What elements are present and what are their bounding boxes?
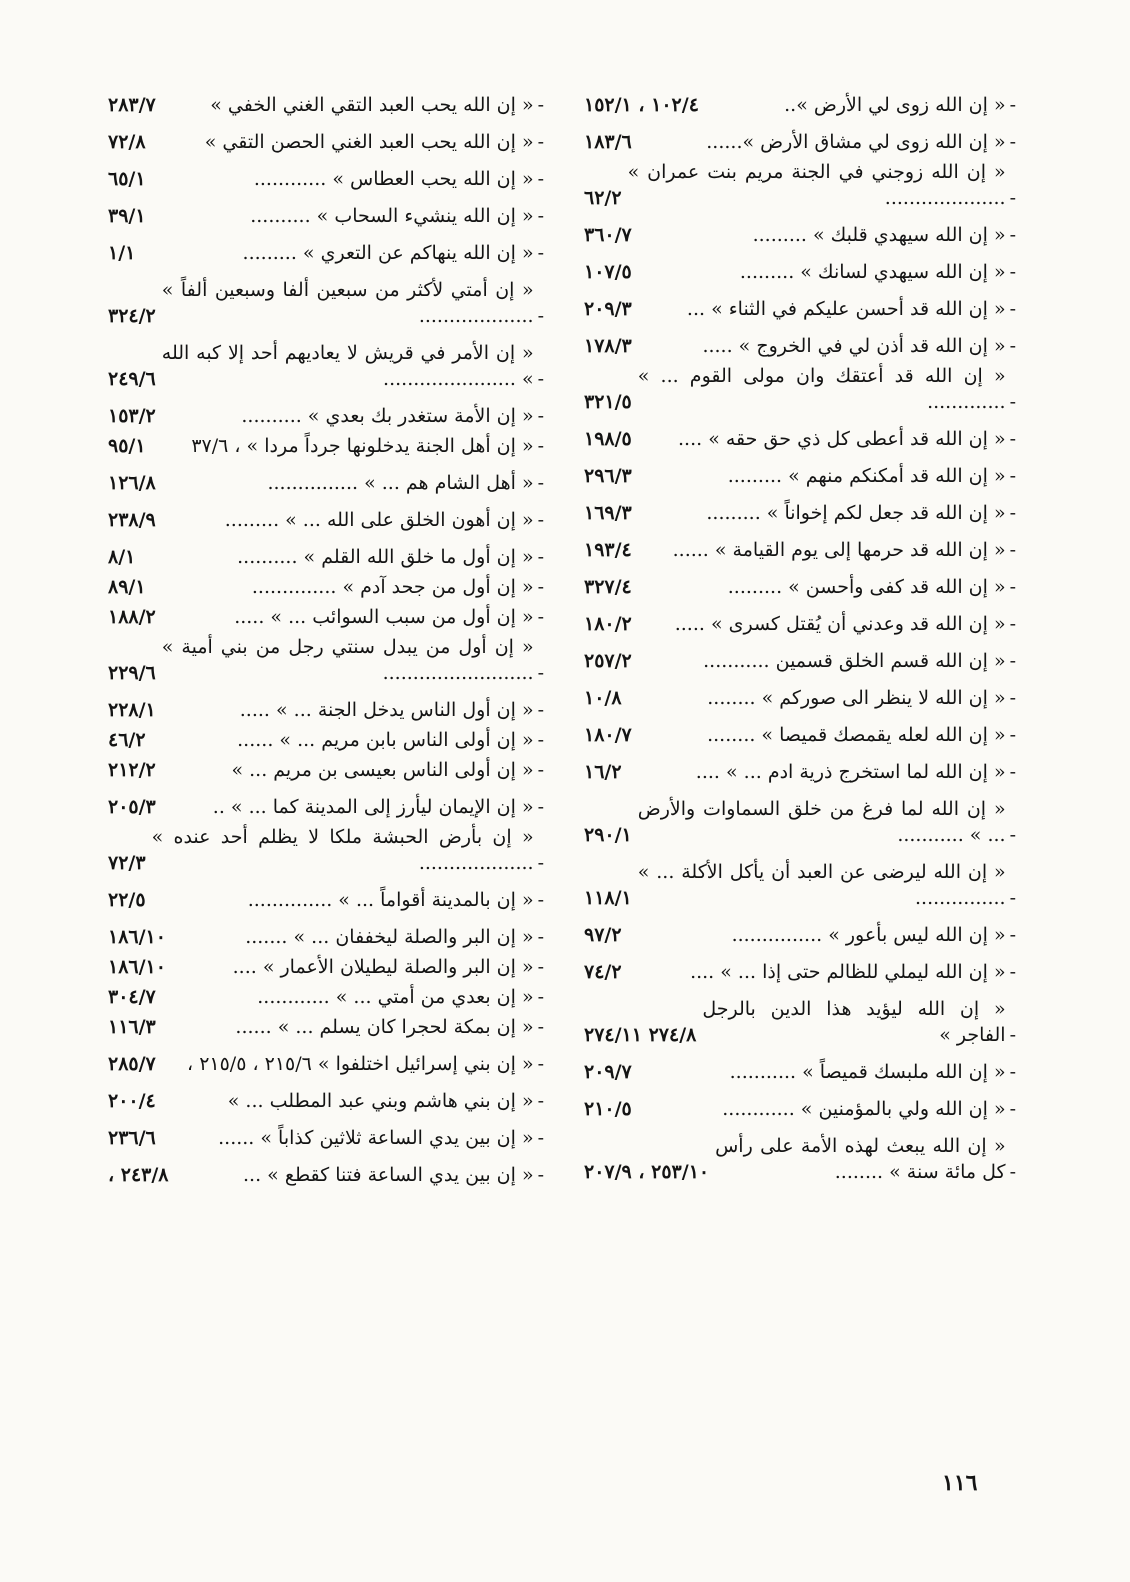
entry-dash: - bbox=[1009, 502, 1016, 524]
hadith-text: « إن الله قد جعل لكم إخواناً » ......... bbox=[706, 502, 1006, 524]
hadith-text: « إن البر والصلة ليخففان ... » ....... bbox=[245, 926, 534, 948]
index-entry bbox=[108, 507, 544, 533]
hadith-text: « إن أولى الناس بابن مريم ... » ...... bbox=[237, 729, 534, 751]
hadith-text: « إن الله ليس بأعور » ............... bbox=[731, 924, 1006, 946]
volume-page-reference: ٢٤٣/٨ ، bbox=[108, 1164, 169, 1186]
volume-page-reference: ٣٢٤/٢ bbox=[108, 305, 156, 327]
index-entry bbox=[584, 959, 1016, 985]
volume-page-reference: ١٦٩/٣ bbox=[584, 502, 632, 524]
index-entry bbox=[108, 727, 544, 753]
index-entry bbox=[584, 296, 1016, 322]
hadith-text: « إن أهون الخلق على الله ... » ......... bbox=[224, 509, 534, 531]
volume-page-reference: ٧٤/٢ bbox=[584, 961, 622, 983]
index-entry bbox=[108, 277, 544, 329]
hadith-text: « إن الله سيهدي لسانك » ......... bbox=[739, 261, 1006, 283]
index-entry bbox=[108, 340, 544, 392]
entry-dash: - bbox=[1009, 576, 1016, 598]
hadith-text: « إن الله قد أذن لي في الخروج » ..... bbox=[702, 335, 1006, 357]
entry-dash: - bbox=[537, 956, 544, 978]
hadith-text: « أهل الشام هم ... » ............... bbox=[267, 472, 534, 494]
index-entry bbox=[108, 129, 544, 155]
index-entry bbox=[584, 333, 1016, 359]
volume-page-reference: ٦٢/٢ bbox=[584, 187, 622, 209]
hadith-text: « إن أولى الناس بعيسى بن مريم ... » bbox=[231, 759, 534, 781]
entry-dash: - bbox=[537, 242, 544, 264]
volume-page-reference: ٣٩/١ bbox=[108, 205, 146, 227]
volume-page-reference: ٣٢٧/٤ bbox=[584, 576, 632, 598]
entry-dash: - bbox=[1009, 1061, 1016, 1083]
hadith-text: « إن الله زوى لي الأرض ».. bbox=[784, 94, 1006, 116]
index-entry bbox=[584, 222, 1016, 248]
volume-page-reference: ٩٥/١ bbox=[108, 435, 146, 457]
hadith-text: « إن بني إسرائيل اختلفوا » ٢١٥/٦ ، ٢١٥/٥ ، bbox=[187, 1053, 534, 1075]
index-entry bbox=[108, 954, 544, 980]
volume-page-reference: ٢١٢/٢ bbox=[108, 759, 156, 781]
index-entry bbox=[584, 996, 1016, 1048]
volume-page-reference: ٢٤٩/٦ bbox=[108, 368, 156, 390]
hadith-text: « إن أول ما خلق الله القلم » .......... bbox=[237, 546, 534, 568]
entry-dash: - bbox=[1009, 1161, 1016, 1183]
entry-dash: - bbox=[1009, 761, 1016, 783]
index-entry bbox=[584, 859, 1016, 911]
entry-dash: - bbox=[537, 168, 544, 190]
index-entry bbox=[108, 1014, 544, 1040]
hadith-text: « إن بالمدينة أقواماً ... » .............. bbox=[247, 889, 534, 911]
index-entry bbox=[108, 574, 544, 600]
entry-dash: - bbox=[537, 131, 544, 153]
entry-dash: - bbox=[537, 576, 544, 598]
index-entry bbox=[584, 722, 1016, 748]
entry-dash: - bbox=[537, 368, 544, 390]
index-entry bbox=[584, 426, 1016, 452]
index-entry bbox=[108, 544, 544, 570]
volume-page-reference: ٧٢/٣ bbox=[108, 852, 146, 874]
index-entry bbox=[584, 129, 1016, 155]
volume-page-reference: ٢٥٧/٢ bbox=[584, 650, 632, 672]
index-entry bbox=[108, 433, 544, 459]
hadith-text: « إن الله قد أعطى كل ذي حق حقه » .... bbox=[678, 428, 1006, 450]
volume-page-reference: ١٠٢/٤ ، ١٥٢/١ bbox=[584, 94, 699, 116]
entry-dash: - bbox=[1009, 298, 1016, 320]
index-entry bbox=[108, 887, 544, 913]
volume-page-reference: ١٩٨/٥ bbox=[584, 428, 632, 450]
entry-dash: - bbox=[537, 852, 544, 874]
volume-page-reference: ١٧٨/٣ bbox=[584, 335, 632, 357]
index-entry bbox=[584, 463, 1016, 489]
entry-dash: - bbox=[1009, 131, 1016, 153]
index-entry bbox=[584, 92, 1016, 118]
hadith-text: « إن الله ليملي للظالم حتى إذا ... » .... bbox=[690, 961, 1006, 983]
hadith-text: « إن الله قد أمكنكم منهم » ......... bbox=[727, 465, 1006, 487]
index-entry bbox=[584, 759, 1016, 785]
entry-dash: - bbox=[537, 546, 544, 568]
entry-dash: - bbox=[537, 889, 544, 911]
index-entry bbox=[108, 470, 544, 496]
entry-dash: - bbox=[537, 1164, 544, 1186]
hadith-text: « إن بين يدي الساعة فتنا كقطع » ... bbox=[243, 1164, 534, 1186]
entry-dash: - bbox=[537, 606, 544, 628]
hadith-text: « إن الإيمان ليأرز إلى المدينة كما ... » .. bbox=[212, 796, 534, 818]
entry-dash: - bbox=[1009, 261, 1016, 283]
index-entry bbox=[584, 1059, 1016, 1085]
hadith-text: « إن أهل الجنة يدخلونها جرداً مردا » ، ٣٧/٦ bbox=[191, 435, 534, 457]
entry-dash: - bbox=[537, 435, 544, 457]
volume-page-reference: ١٩٣/٤ bbox=[584, 539, 632, 561]
hadith-text: « إن بين يدي الساعة ثلاثين كذاباً » ...... bbox=[218, 1127, 534, 1149]
volume-page-reference: ٣٦٠/٧ bbox=[584, 224, 632, 246]
index-entry bbox=[584, 574, 1016, 600]
volume-page-reference: ١٠/٨ bbox=[584, 687, 622, 709]
index-entry bbox=[584, 796, 1016, 848]
volume-page-reference: ١٢٦/٨ bbox=[108, 472, 156, 494]
hadith-text: « إن الله يحب العبد الغني الحصن التقي » bbox=[204, 131, 534, 153]
index-entry bbox=[108, 757, 544, 783]
hadith-text: « إن الله لما استخرج ذرية ادم ... » .... bbox=[695, 761, 1006, 783]
index-entry bbox=[108, 403, 544, 429]
volume-page-reference: ٢٠٩/٣ bbox=[584, 298, 632, 320]
entry-dash: - bbox=[537, 1053, 544, 1075]
index-entry bbox=[108, 1162, 544, 1188]
volume-page-reference: ١٨٦/١٠ bbox=[108, 926, 166, 948]
volume-page-reference: ٢٥٣/١٠ ، ٢٠٧/٩ bbox=[584, 1161, 710, 1183]
entry-dash: - bbox=[1009, 961, 1016, 983]
index-entry bbox=[584, 611, 1016, 637]
entry-dash: - bbox=[1009, 428, 1016, 450]
entry-dash: - bbox=[537, 926, 544, 948]
hadith-text: « إن الله ينشيء السحاب » .......... bbox=[250, 205, 534, 227]
volume-page-reference: ٧٢/٨ bbox=[108, 131, 146, 153]
entry-dash: - bbox=[1009, 1098, 1016, 1120]
index-entry bbox=[108, 1125, 544, 1151]
index-entry bbox=[108, 824, 544, 876]
entry-dash: - bbox=[537, 759, 544, 781]
volume-page-reference: ٢١٠/٥ bbox=[584, 1098, 632, 1120]
hadith-text: « إن الله زوى لي مشاق الأرض »...... bbox=[706, 131, 1006, 153]
hadith-text: « إن البر والصلة ليطيلان الأعمار » .... bbox=[232, 956, 534, 978]
hadith-text: « إن بعدي من أمتي ... » ............ bbox=[257, 986, 534, 1008]
entry-dash: - bbox=[1009, 224, 1016, 246]
volume-page-reference: ١٦/٢ bbox=[584, 761, 622, 783]
index-entry bbox=[108, 634, 544, 686]
entry-dash: - bbox=[1009, 650, 1016, 672]
volume-page-reference: ١٥٣/٢ bbox=[108, 405, 156, 427]
entry-dash: - bbox=[1009, 613, 1016, 635]
index-entry bbox=[108, 794, 544, 820]
index-entry bbox=[108, 240, 544, 266]
volume-page-reference: ٢٨٣/٧ bbox=[108, 94, 156, 116]
index-entry bbox=[108, 984, 544, 1010]
entry-dash: - bbox=[537, 472, 544, 494]
index-entry bbox=[108, 924, 544, 950]
volume-page-reference: ١٨٠/٧ bbox=[584, 724, 632, 746]
volume-page-reference: ١٨٦/١٠ bbox=[108, 956, 166, 978]
entry-dash: - bbox=[537, 1127, 544, 1149]
entry-dash: - bbox=[537, 662, 544, 684]
index-entry bbox=[108, 604, 544, 630]
hadith-text: « إن بني هاشم وبني عبد المطلب ... » bbox=[227, 1090, 534, 1112]
hadith-text: « إن الأمر في قريش لا يعاديهم أحد إلا كبه الله » ...................... bbox=[161, 342, 534, 390]
volume-page-reference: ١١٦/٣ bbox=[108, 1016, 156, 1038]
volume-page-reference: ٨/١ bbox=[108, 546, 136, 568]
index-entry bbox=[108, 92, 544, 118]
index-entry bbox=[584, 648, 1016, 674]
hadith-text: « إن الله لا ينظر الى صوركم » ........ bbox=[707, 687, 1006, 709]
entry-dash: - bbox=[1009, 924, 1016, 946]
hadith-text: « إن الله قسم الخلق قسمين ........... bbox=[703, 650, 1006, 672]
entry-dash: - bbox=[1009, 687, 1016, 709]
volume-page-reference: ٢٠٠/٤ bbox=[108, 1090, 156, 1112]
hadith-text: « إن أول من جحد آدم » .............. bbox=[251, 576, 534, 598]
index-entry bbox=[108, 697, 544, 723]
hadith-text: « إن الله لعله يقمصك قميصا » ........ bbox=[707, 724, 1006, 746]
volume-page-reference: ٢٠٩/٧ bbox=[584, 1061, 632, 1083]
entry-dash: - bbox=[1009, 539, 1016, 561]
hadith-text: « إن الله قد حرمها إلى يوم القيامة » ...... bbox=[672, 539, 1006, 561]
volume-page-reference: ٩٧/٢ bbox=[584, 924, 622, 946]
entry-dash: - bbox=[537, 1090, 544, 1112]
index-entry bbox=[584, 922, 1016, 948]
volume-page-reference: ٣٠٤/٧ bbox=[108, 986, 156, 1008]
index-column-right bbox=[584, 92, 1016, 1196]
volume-page-reference: ١٠٧/٥ bbox=[584, 261, 632, 283]
index-entry bbox=[584, 159, 1016, 211]
hadith-text: « إن الله ليؤيد هذا الدين بالرجل الفاجر » bbox=[702, 998, 1006, 1046]
index-entry bbox=[584, 1096, 1016, 1122]
index-entry bbox=[584, 259, 1016, 285]
entry-dash: - bbox=[537, 405, 544, 427]
hadith-text: « إن الله سيهدي قلبك » ......... bbox=[752, 224, 1006, 246]
hadith-text: « إن الله قد كفى وأحسن » ......... bbox=[727, 576, 1006, 598]
hadith-text: « إن الله يحب العبد التقي الغني الخفي » bbox=[210, 94, 534, 116]
volume-page-reference: ٢٠٥/٣ bbox=[108, 796, 156, 818]
entry-dash: - bbox=[1009, 391, 1016, 413]
volume-page-reference: ٨٩/١ bbox=[108, 576, 146, 598]
volume-page-reference: ٢٢٨/١ bbox=[108, 699, 156, 721]
hadith-text: « إن الله زوجني في الجنة مريم بنت عمران » .................... bbox=[627, 161, 1006, 209]
index-entry bbox=[584, 500, 1016, 526]
entry-dash: - bbox=[1009, 824, 1016, 846]
volume-page-reference: ١/١ bbox=[108, 242, 136, 264]
entry-dash: - bbox=[1009, 187, 1016, 209]
entry-dash: - bbox=[537, 205, 544, 227]
hadith-text: « إن الله ينهاكم عن التعري » ......... bbox=[242, 242, 534, 264]
volume-page-reference: ٢٢/٥ bbox=[108, 889, 146, 911]
hadith-text: « إن الله لما فرغ من خلق السماوات والأرض ... » ........... bbox=[637, 798, 1006, 846]
index-entry bbox=[584, 537, 1016, 563]
hadith-text: « إن الله يبعث لهذه الأمة على رأس كل مائة سنة » ........ bbox=[715, 1135, 1006, 1183]
hadith-text: « إن الله يحب العطاس » ............ bbox=[253, 168, 534, 190]
volume-page-reference: ١٨٠/٢ bbox=[584, 613, 632, 635]
hadith-text: « إن بأرض الحبشة ملكا لا يظلم أحد عنده » ................... bbox=[151, 826, 534, 874]
hadith-text: « إن الله ولي بالمؤمنين » ............ bbox=[722, 1098, 1006, 1120]
volume-page-reference: ٢٣٨/٩ bbox=[108, 509, 156, 531]
entry-dash: - bbox=[537, 509, 544, 531]
entry-dash: - bbox=[1009, 724, 1016, 746]
index-entry bbox=[108, 166, 544, 192]
entry-dash: - bbox=[1009, 335, 1016, 357]
entry-dash: - bbox=[537, 1016, 544, 1038]
index-entry bbox=[584, 1133, 1016, 1185]
entry-dash: - bbox=[537, 796, 544, 818]
hadith-text: « إن الله قد أحسن عليكم في الثناء » ... bbox=[686, 298, 1006, 320]
entry-dash: - bbox=[537, 986, 544, 1008]
volume-page-reference: ١١٨/١ bbox=[584, 887, 632, 909]
volume-page-reference: ٢٣٦/٦ bbox=[108, 1127, 156, 1149]
volume-page-reference: ١٨٨/٢ bbox=[108, 606, 156, 628]
entry-dash: - bbox=[537, 305, 544, 327]
volume-page-reference: ٢٩٠/١ bbox=[584, 824, 632, 846]
entry-dash: - bbox=[1009, 887, 1016, 909]
volume-page-reference: ٣٢١/٥ bbox=[584, 391, 632, 413]
page-number: ١١٦ bbox=[942, 1470, 978, 1496]
index-entry bbox=[108, 203, 544, 229]
volume-page-reference: ٢٩٦/٣ bbox=[584, 465, 632, 487]
hadith-text: « إن الله ليرضى عن العبد أن يأكل الأكلة ... » ............... bbox=[637, 861, 1006, 909]
volume-page-reference: ٦٥/١ bbox=[108, 168, 146, 190]
hadith-text: « إن أول الناس يدخل الجنة ... » ..... bbox=[239, 699, 534, 721]
entry-dash: - bbox=[1009, 465, 1016, 487]
entry-dash: - bbox=[537, 94, 544, 116]
entry-dash: - bbox=[1009, 94, 1016, 116]
hadith-text: « إن الله قد أعتقك وان مولى القوم ... » ............. bbox=[637, 365, 1006, 413]
volume-page-reference: ٢٧٤/٨ ٢٧٤/١١ bbox=[584, 1024, 697, 1046]
index-entry bbox=[584, 363, 1016, 415]
volume-page-reference: ١٨٣/٦ bbox=[584, 131, 632, 153]
index-column-left bbox=[108, 92, 544, 1199]
index-entry bbox=[584, 685, 1016, 711]
entry-dash: - bbox=[1009, 1024, 1016, 1046]
hadith-text: « إن أمتي لأكثر من سبعين ألفا وسبعين ألفاً » ................... bbox=[161, 279, 534, 327]
hadith-text: « إن الله قد وعدني أن يُقتل كسرى » ..... bbox=[674, 613, 1006, 635]
entry-dash: - bbox=[537, 699, 544, 721]
volume-page-reference: ٤٦/٢ bbox=[108, 729, 146, 751]
hadith-text: « إن الأمة ستغدر بك بعدي » .......... bbox=[241, 405, 534, 427]
index-entry bbox=[108, 1088, 544, 1114]
hadith-text: « إن بمكة لحجرا كان يسلم ... » ...... bbox=[235, 1016, 534, 1038]
hadith-text: « إن أول من سبب السوائب ... » ..... bbox=[234, 606, 534, 628]
volume-page-reference: ٢٨٥/٧ bbox=[108, 1053, 156, 1075]
volume-page-reference: ٢٢٩/٦ bbox=[108, 662, 156, 684]
entry-dash: - bbox=[537, 729, 544, 751]
hadith-text: « إن الله ملبسك قميصاً » ........... bbox=[729, 1061, 1006, 1083]
index-entry bbox=[108, 1051, 544, 1077]
hadith-text: « إن أول من يبدل سنتي رجل من بني أمية » ......................... bbox=[161, 636, 534, 684]
